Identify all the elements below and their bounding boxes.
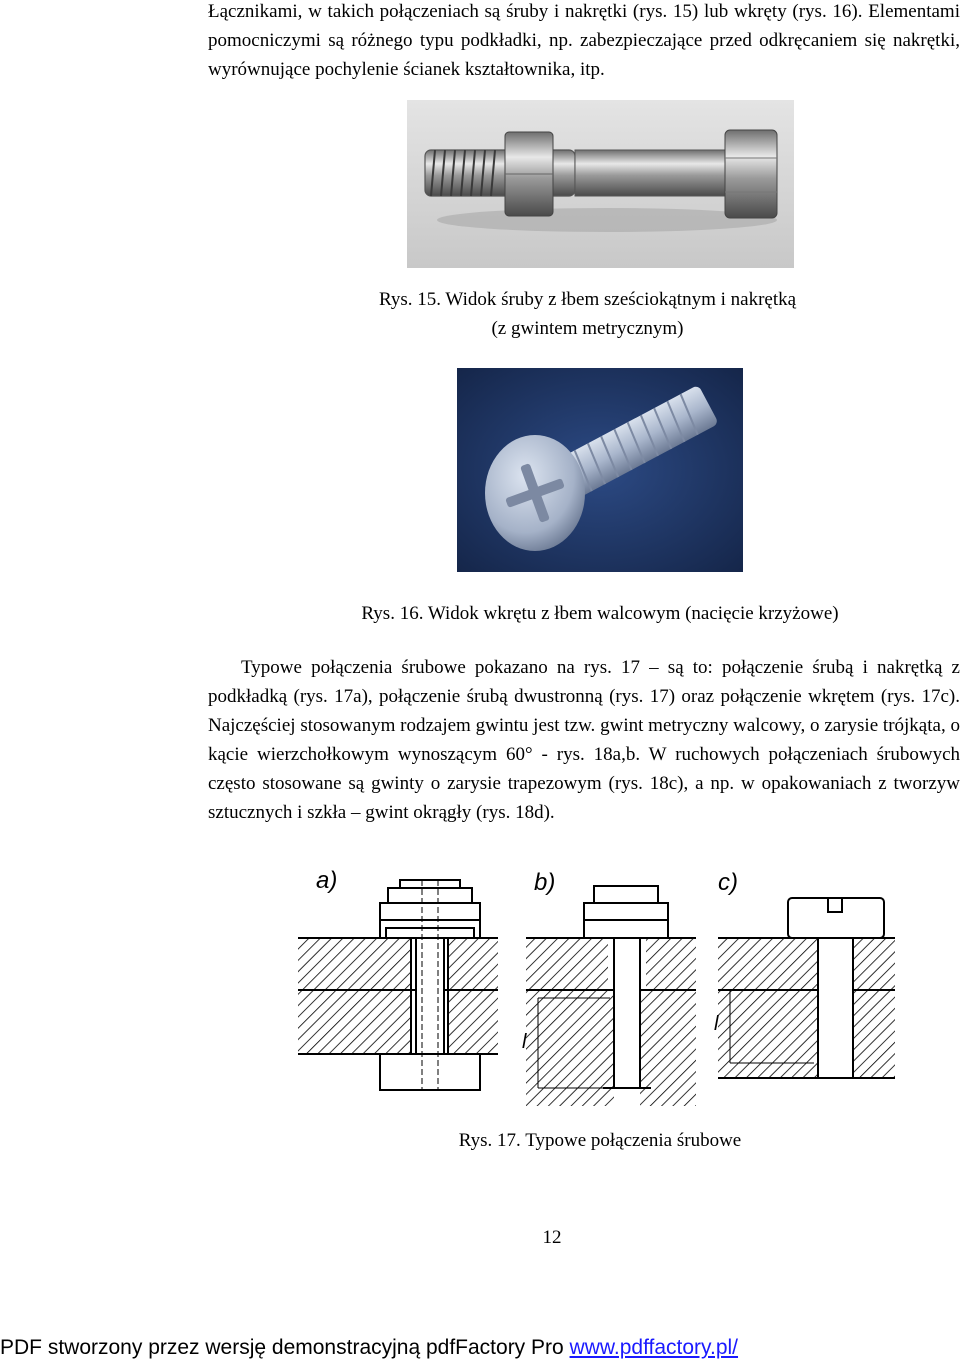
figure17-label-a: a) [316, 867, 338, 894]
pdf-footer [0, 1334, 960, 1362]
footer-link[interactable]: www.pdffactory.pl/ [569, 1336, 739, 1359]
figure17-label-c: c) [718, 869, 738, 896]
figure15-caption-line2: (z gwintem metrycznym) [491, 318, 684, 339]
figure15-caption-line1: Rys. 15. Widok śruby z łbem sześciokątnym i nakrętką [378, 289, 797, 310]
figure17-dim-b: l [522, 1031, 527, 1053]
figure17-label-b: b) [534, 869, 556, 896]
connections-paragraph: Typowe połączenia śrubowe pokazano na rys. 17 – są to: połączenie śrubą i nakrętką z podkładką (rys. 17a), połączenie śrubą dwustronną (rys. 17) oraz połączenie wkrętem (rys. 17c). Najczęściej stosowanym rodzajem gwintu jest tzw. gwint metryczny walcowy, o zarysie trójkąta, o kącie wierzchołkowym wynoszącym 60° - rys. 18a,b. W ruchowych połączeniach śrubowych często stosowane są gwinty o zarysie trapezowym (rys. 18c), a np. w opakowaniach z tworzyw sztucznych i szkła – gwint okrągły (rys. 18d). [208, 657, 960, 823]
screw-photo [457, 368, 743, 572]
intro-paragraph: Łącznikami, w takich połączeniach są śruby i nakrętki (rys. 15) lub wkręty (rys. 16). Elementami pomocniczymi są różnego typu podkładki, np. zabezpieczające przed odkręcaniem się nakrętki, wyrównujące pochylenie ścianek kształtownika, itp. [208, 1, 960, 80]
figure17-caption: Rys. 17. Typowe połączenia śrubowe [458, 1130, 742, 1151]
bolted-joints-drawing [298, 858, 895, 1108]
page-number: 12 [542, 1227, 562, 1248]
figure16-caption: Rys. 16. Widok wkrętu z łbem walcowym (nacięcie krzyżowe) [361, 603, 839, 624]
figure17-dim-c: l [714, 1013, 719, 1035]
footer-text: PDF stworzony przez wersję demonstracyjną pdfFactory Pro [0, 1336, 570, 1359]
bolt-photo [407, 100, 794, 268]
